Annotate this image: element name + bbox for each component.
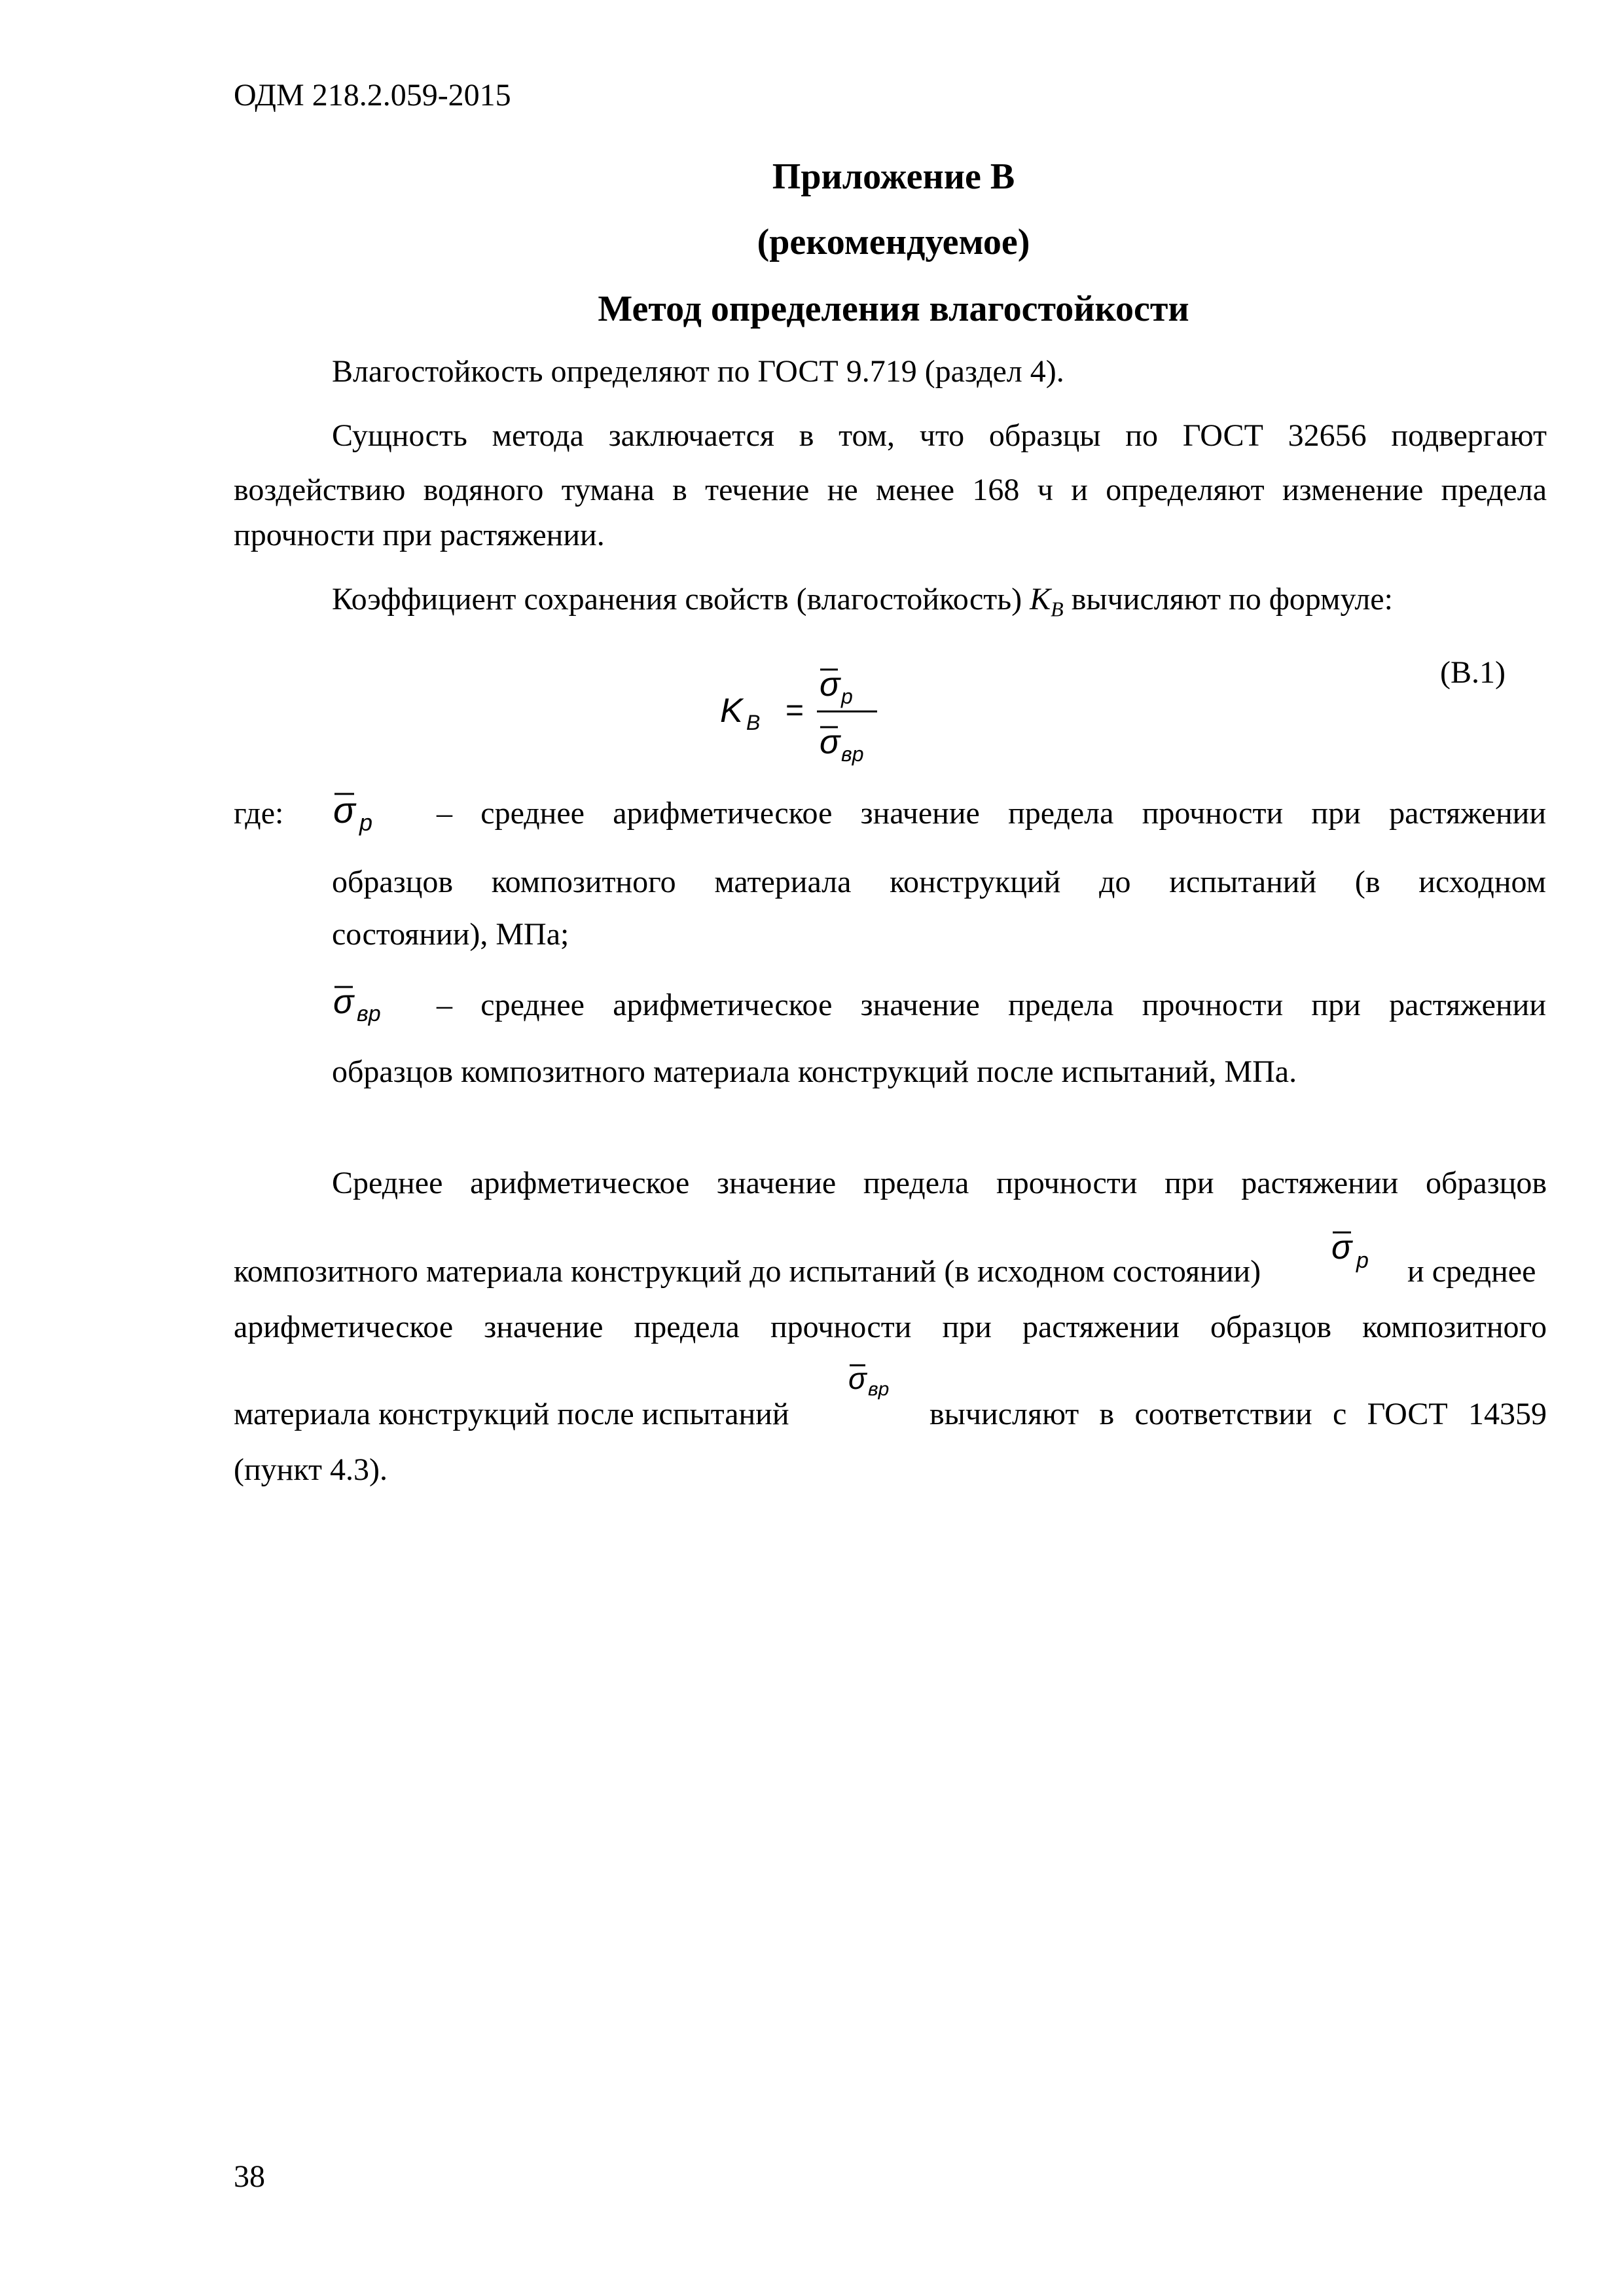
page-number: 38 [234, 2159, 265, 2194]
def2-sigma: σ [333, 983, 354, 1021]
closing-sigma-p-symbol: σ [1331, 1229, 1352, 1266]
def1-sigma: σ [333, 789, 355, 831]
paragraph-3-text-after: вычисляют по формуле: [1063, 582, 1393, 617]
formula-lhs: K [720, 692, 743, 730]
formula-denominator-subscript: вр [841, 742, 864, 766]
closing-line-1: Среднее арифметическое значение предела прочности при растяжении образцов [332, 1166, 1547, 1200]
paragraph-1: Влагостойкость определяют по ГОСТ 9.719 (раздел 4). [332, 354, 1064, 389]
appendix-name: Метод определения влагостойкости [598, 289, 1189, 329]
where-label: где: [234, 796, 284, 831]
closing-sigma-p [1329, 1221, 1401, 1280]
def2-line-1: – среднее арифметическое значение предела прочности при растяжении [437, 988, 1546, 1022]
paragraph-3-text-before: Коэффициент сохранения свойств (влагостойкость) [332, 582, 1030, 617]
paragraph-2-line-2: воздействию водяного тумана в течение не менее 168 ч и определяют изменение предела [234, 473, 1547, 507]
closing-sigma-p-subscript: p [1356, 1248, 1369, 1273]
appendix-title: Приложение В [772, 156, 1015, 197]
closing-line-2b: и среднее [1407, 1254, 1536, 1289]
formula-lhs-subscript: B [746, 711, 761, 734]
closing-sigma-vr [844, 1355, 916, 1414]
def2-sigma-symbol [331, 975, 403, 1034]
closing-line-4b: вычисляют в соответствии с ГОСТ 14359 [929, 1397, 1547, 1431]
formula-b1 [720, 651, 916, 782]
closing-sigma-vr-subscript: вр [868, 1378, 890, 1400]
formula-equals: = [785, 693, 804, 728]
closing-sigma-vr-symbol: σ [848, 1361, 867, 1395]
closing-line-5: (пункт 4.3). [234, 1452, 388, 1487]
kb-symbol: K [1030, 582, 1051, 617]
formula-number: (В.1) [1440, 655, 1506, 690]
paragraph-3 [332, 581, 1393, 622]
closing-line-2a: композитного материала конструкций до испытаний (в исходном состоянии) [234, 1254, 1261, 1289]
def2-subscript: вр [357, 1001, 381, 1026]
closing-line-4a: материала конструкций после испытаний [234, 1397, 789, 1431]
def1-line-1: – среднее арифметическое значение предела прочности при растяжении [437, 796, 1546, 831]
def1-line-2: образцов композитного материала конструкций до испытаний (в исходном [332, 865, 1546, 899]
def1-line-3: состоянии), МПа; [332, 917, 569, 952]
formula-numerator-sigma: σ [820, 666, 840, 704]
paragraph-2-line-3: прочности при растяжении. [234, 518, 605, 552]
appendix-status: (рекомендуемое) [757, 222, 1030, 262]
paragraph-2-line-1: Сущность метода заключается в том, что образцы по ГОСТ 32656 подвергают [332, 418, 1547, 453]
formula-numerator-subscript: p [841, 685, 853, 708]
def1-subscript: p [359, 809, 373, 836]
kb-symbol-subscript: B [1051, 597, 1064, 621]
formula-denominator-sigma: σ [820, 723, 840, 761]
closing-line-3: арифметическое значение предела прочности при растяжении образцов композитного [234, 1310, 1547, 1344]
document-code: ОДМ 218.2.059-2015 [234, 78, 511, 113]
def2-line-2: образцов композитного материала конструкций после испытаний, МПа. [332, 1054, 1297, 1089]
def1-sigma-symbol [331, 782, 403, 841]
